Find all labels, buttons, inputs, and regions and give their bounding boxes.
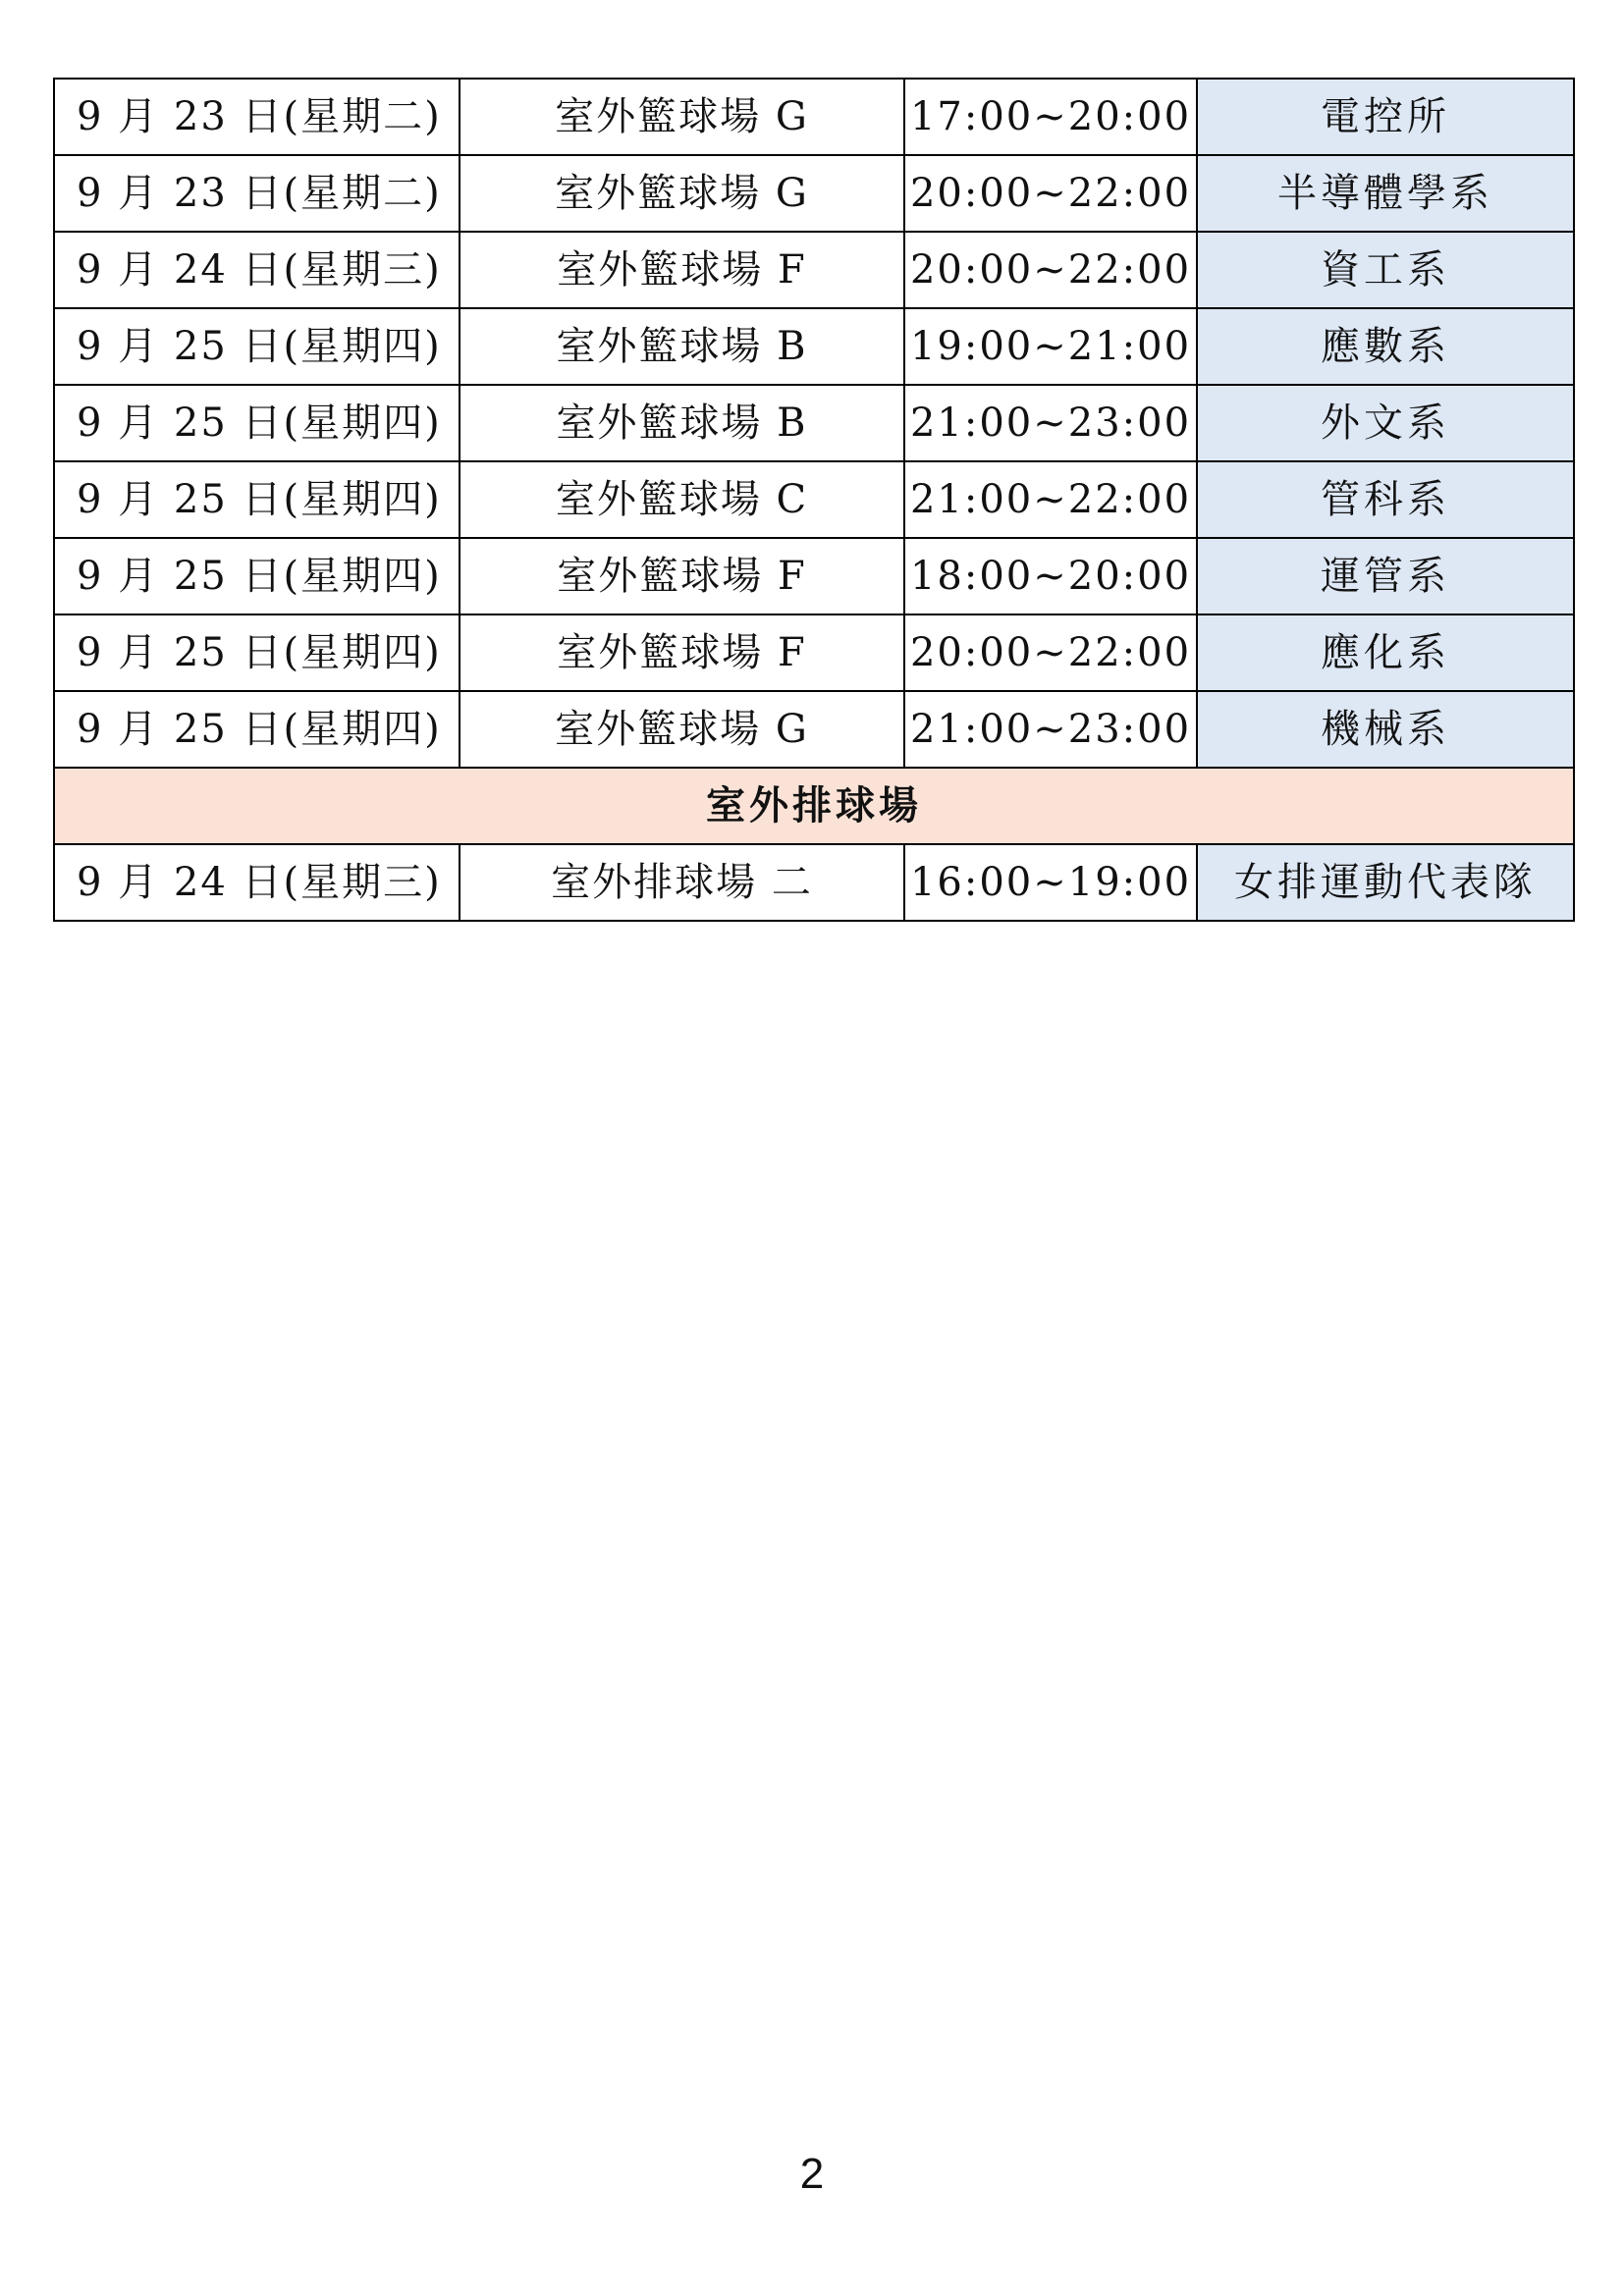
table-row <box>54 538 1574 614</box>
time-cell: 21:00~22:00 <box>904 461 1197 538</box>
team-cell: 運管系 <box>1197 538 1574 614</box>
venue-cell: 室外籃球場 G <box>460 155 904 232</box>
table-row <box>54 844 1574 921</box>
section-header-volleyball: 室外排球場 <box>54 768 1574 844</box>
date-cell: 9 月 23 日(星期二) <box>54 155 460 232</box>
time-cell: 16:00~19:00 <box>904 844 1197 921</box>
date-cell: 9 月 23 日(星期二) <box>54 79 460 155</box>
time-cell: 20:00~22:00 <box>904 232 1197 308</box>
venue-cell: 室外籃球場 F <box>460 538 904 614</box>
schedule-table <box>53 78 1575 922</box>
venue-cell: 室外籃球場 F <box>460 232 904 308</box>
table-row <box>54 461 1574 538</box>
team-cell: 機械系 <box>1197 691 1574 768</box>
time-cell: 17:00~20:00 <box>904 79 1197 155</box>
date-cell: 9 月 25 日(星期四) <box>54 691 460 768</box>
date-cell: 9 月 25 日(星期四) <box>54 308 460 385</box>
team-cell: 管科系 <box>1197 461 1574 538</box>
table-row <box>54 691 1574 768</box>
time-cell: 21:00~23:00 <box>904 385 1197 461</box>
table-row <box>54 308 1574 385</box>
page-number: 2 <box>799 2150 825 2198</box>
table-row <box>54 232 1574 308</box>
team-cell: 半導體學系 <box>1197 155 1574 232</box>
table-row <box>54 614 1574 691</box>
time-cell: 21:00~23:00 <box>904 691 1197 768</box>
section-header-row <box>54 768 1574 844</box>
team-cell: 應化系 <box>1197 614 1574 691</box>
date-cell: 9 月 24 日(星期三) <box>54 232 460 308</box>
table-row <box>54 79 1574 155</box>
venue-cell: 室外籃球場 C <box>460 461 904 538</box>
time-cell: 20:00~22:00 <box>904 614 1197 691</box>
venue-cell: 室外籃球場 B <box>460 385 904 461</box>
venue-cell: 室外籃球場 G <box>460 79 904 155</box>
date-cell: 9 月 25 日(星期四) <box>54 538 460 614</box>
team-cell: 女排運動代表隊 <box>1197 844 1574 921</box>
time-cell: 18:00~20:00 <box>904 538 1197 614</box>
team-cell: 應數系 <box>1197 308 1574 385</box>
date-cell: 9 月 25 日(星期四) <box>54 385 460 461</box>
venue-cell: 室外籃球場 B <box>460 308 904 385</box>
venue-cell: 室外排球場 二 <box>460 844 904 921</box>
team-cell: 外文系 <box>1197 385 1574 461</box>
table-row <box>54 385 1574 461</box>
venue-cell: 室外籃球場 F <box>460 614 904 691</box>
date-cell: 9 月 25 日(星期四) <box>54 614 460 691</box>
date-cell: 9 月 25 日(星期四) <box>54 461 460 538</box>
venue-cell: 室外籃球場 G <box>460 691 904 768</box>
team-cell: 電控所 <box>1197 79 1574 155</box>
date-cell: 9 月 24 日(星期三) <box>54 844 460 921</box>
team-cell: 資工系 <box>1197 232 1574 308</box>
time-cell: 20:00~22:00 <box>904 155 1197 232</box>
time-cell: 19:00~21:00 <box>904 308 1197 385</box>
table-row <box>54 155 1574 232</box>
